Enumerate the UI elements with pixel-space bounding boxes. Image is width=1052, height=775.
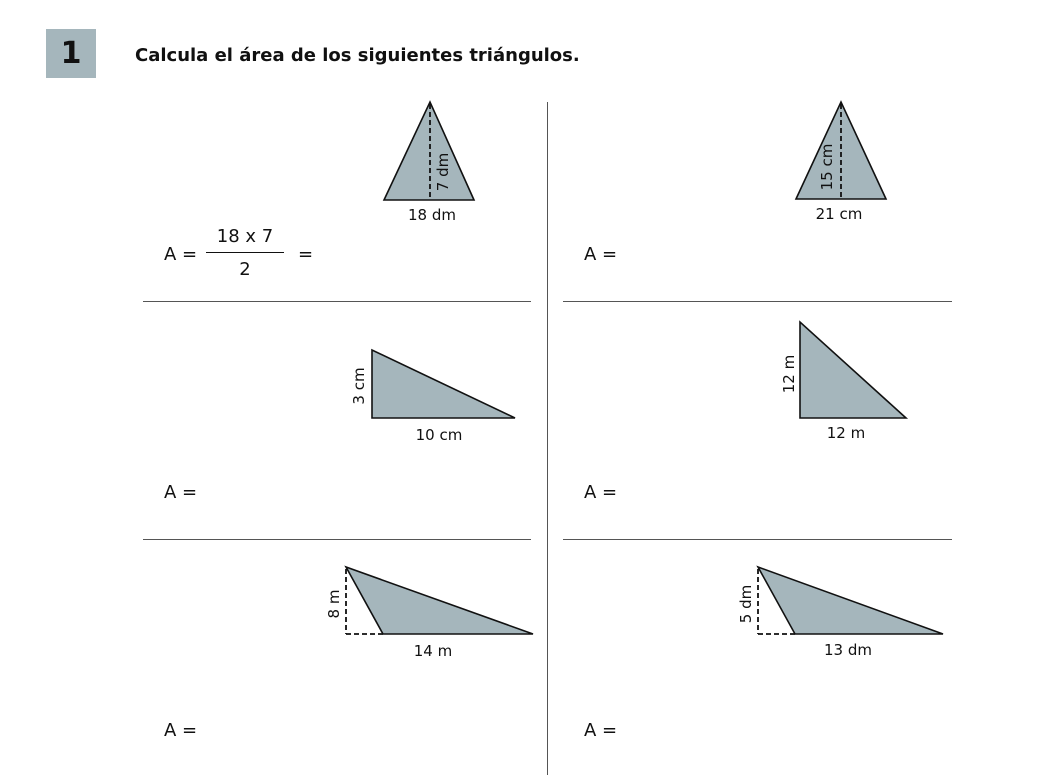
triangle-1-area-label: A =: [164, 244, 198, 265]
triangle-1-area-fraction: [208, 226, 282, 287]
triangle-6: [737, 567, 943, 659]
triangle-5-height-label: 8 m: [325, 589, 343, 619]
triangle-2: [796, 102, 886, 223]
triangle-4: [780, 322, 906, 442]
triangle-6-shape: [758, 567, 943, 634]
triangle-3-height-label: 3 cm: [350, 367, 368, 405]
exercise-number: 1: [60, 36, 82, 71]
triangle-4-area-label: A =: [584, 482, 618, 503]
triangle-6-base-label: 13 dm: [824, 641, 872, 659]
triangle-5: [325, 567, 533, 660]
triangle-3-base-label: 10 cm: [415, 426, 463, 444]
triangle-5-area-label: A =: [164, 720, 198, 741]
fraction-denominator: 2: [239, 259, 251, 280]
triangle-1-height-label: 7 dm: [434, 152, 452, 192]
triangle-1-area-equals: =: [298, 244, 314, 265]
triangle-1-base-label: 18 dm: [408, 206, 456, 224]
triangle-3: [350, 350, 515, 444]
triangle-2-height-label: 15 cm: [818, 143, 836, 191]
triangle-1: [384, 102, 474, 224]
triangle-3-shape: [372, 350, 515, 418]
fraction-numerator: 18 x 7: [216, 226, 274, 247]
triangle-4-height-label: 12 m: [780, 354, 798, 394]
exercise-instruction: Calcula el área de los siguientes triángulos.: [135, 45, 580, 66]
triangle-2-area-label: A =: [584, 244, 618, 265]
triangle-6-area-label: A =: [584, 720, 618, 741]
triangle-4-base-label: 12 m: [826, 424, 866, 442]
triangle-5-shape: [346, 567, 533, 634]
triangle-6-height-label: 5 dm: [737, 584, 755, 624]
triangle-4-shape: [800, 322, 906, 418]
triangle-2-base-label: 21 cm: [815, 205, 863, 223]
triangle-5-base-label: 14 m: [413, 642, 453, 660]
triangle-1-shape: [384, 102, 474, 200]
triangle-3-area-label: A =: [164, 482, 198, 503]
